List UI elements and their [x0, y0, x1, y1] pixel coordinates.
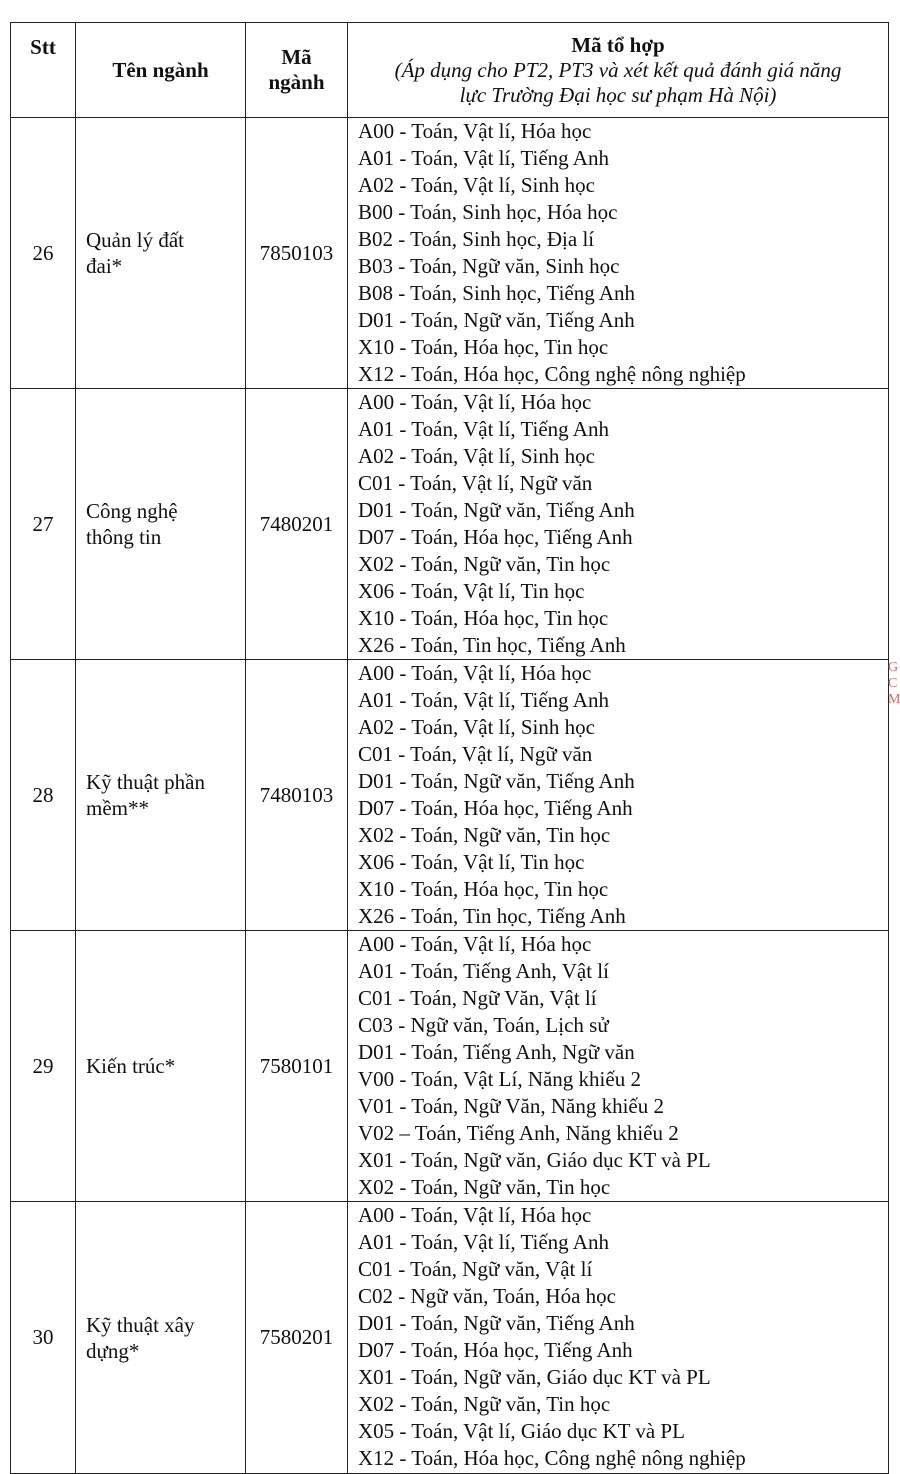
table-row — [11, 118, 889, 389]
major-name-name-line2: mềm** — [86, 796, 149, 820]
combination-item: B03 - Toán, Ngữ văn, Sinh học — [358, 254, 620, 278]
combination-item: X10 - Toán, Hóa học, Tin học — [358, 606, 609, 630]
combination-item: X01 - Toán, Ngữ văn, Giáo dục KT và PL — [358, 1148, 711, 1172]
row-combination-list — [348, 118, 889, 389]
combination-item: X10 - Toán, Hóa học, Tin học — [358, 877, 609, 901]
row-major-name — [76, 931, 246, 1202]
combination-item: X02 - Toán, Ngữ văn, Tin học — [358, 823, 611, 847]
combination-item: D01 - Toán, Ngữ văn, Tiếng Anh — [358, 308, 635, 332]
row-major-name — [76, 660, 246, 931]
combination-item: A00 - Toán, Vật lí, Hóa học — [358, 390, 592, 414]
combination-item: D07 - Toán, Hóa học, Tiếng Anh — [358, 1338, 633, 1362]
row-major-code: 7480201 — [246, 389, 348, 660]
row-combination-list — [348, 660, 889, 931]
header-stt — [11, 23, 76, 118]
combination-item: A01 - Toán, Vật lí, Tiếng Anh — [358, 1230, 609, 1254]
row-combination-list — [348, 389, 889, 660]
major-name-name-line1: Kỹ thuật xây — [86, 1312, 195, 1337]
combination-item: D07 - Toán, Hóa học, Tiếng Anh — [358, 796, 633, 820]
admission-combination-table — [10, 22, 889, 1474]
header-combo-note-line1: (Áp dụng cho PT2, PT3 và xét kết quả đánh giá năng — [394, 57, 842, 82]
major-name-name-line2: dựng* — [86, 1338, 140, 1363]
row-stt: 30 — [11, 1202, 76, 1474]
row-stt: 29 — [11, 931, 76, 1202]
combination-item: X05 - Toán, Vật lí, Giáo dục KT và PL — [358, 1419, 685, 1443]
combination-item: C03 - Ngữ văn, Toán, Lịch sử — [358, 1013, 609, 1037]
combination-item: X01 - Toán, Ngữ văn, Giáo dục KT và PL — [358, 1365, 711, 1389]
combination-item: A00 - Toán, Vật lí, Hóa học — [358, 661, 592, 685]
combination-item: V00 - Toán, Vật Lí, Năng khiếu 2 — [358, 1067, 641, 1091]
row-stt: 27 — [11, 389, 76, 660]
table-header-row — [11, 23, 889, 118]
combination-item: X06 - Toán, Vật lí, Tin học — [358, 579, 585, 603]
combination-item: X02 - Toán, Ngữ văn, Tin học — [358, 1392, 611, 1416]
header-code-line1: Mã — [281, 45, 312, 69]
major-name-name-line1: Kiến trúc* — [86, 1054, 176, 1078]
combination-item: X26 - Toán, Tin học, Tiếng Anh — [358, 904, 626, 928]
combination-item: B00 - Toán, Sinh học, Hóa học — [358, 200, 618, 224]
major-name-name-line2: đai* — [86, 254, 123, 278]
combination-item: D01 - Toán, Ngữ văn, Tiếng Anh — [358, 1311, 635, 1335]
major-name-name-line2: thông tin — [86, 525, 162, 549]
combination-item: V02 – Toán, Tiếng Anh, Năng khiếu 2 — [358, 1121, 679, 1145]
row-major-name — [76, 1202, 246, 1474]
row-stt: 28 — [11, 660, 76, 931]
combination-item: B08 - Toán, Sinh học, Tiếng Anh — [358, 281, 636, 305]
combination-item: A02 - Toán, Vật lí, Sinh học — [358, 444, 595, 468]
combination-item: C02 - Ngữ văn, Toán, Hóa học — [358, 1284, 616, 1308]
combination-item: A01 - Toán, Tiếng Anh, Vật lí — [358, 959, 609, 983]
header-combos — [348, 23, 889, 118]
combination-item: X26 - Toán, Tin học, Tiếng Anh — [358, 633, 626, 657]
combination-item: A00 - Toán, Vật lí, Hóa học — [358, 119, 592, 143]
row-major-name — [76, 389, 246, 660]
combination-item: C01 - Toán, Ngữ văn, Vật lí — [358, 1257, 593, 1281]
combination-item: C01 - Toán, Vật lí, Ngữ văn — [358, 742, 593, 766]
combination-item: C01 - Toán, Vật lí, Ngữ văn — [358, 471, 593, 495]
row-combination-list — [348, 1202, 889, 1474]
combination-item: C01 - Toán, Ngữ Văn, Vật lí — [358, 986, 597, 1010]
combination-item: V01 - Toán, Ngữ Văn, Năng khiếu 2 — [358, 1094, 665, 1118]
header-code-line2: ngành — [268, 70, 325, 94]
row-major-code: 7580101 — [246, 931, 348, 1202]
combination-item: A01 - Toán, Vật lí, Tiếng Anh — [358, 688, 609, 712]
combination-item: X06 - Toán, Vật lí, Tin học — [358, 850, 585, 874]
row-stt: 26 — [11, 118, 76, 389]
combination-item: X02 - Toán, Ngữ văn, Tin học — [358, 552, 611, 576]
combination-item: D07 - Toán, Hóa học, Tiếng Anh — [358, 525, 633, 549]
combination-item: D01 - Toán, Ngữ văn, Tiếng Anh — [358, 498, 635, 522]
row-major-code: 7480103 — [246, 660, 348, 931]
header-code — [246, 23, 348, 118]
combination-item: A02 - Toán, Vật lí, Sinh học — [358, 715, 595, 739]
major-name-name-line1: Công nghệ — [86, 499, 178, 523]
header-stt-label: Stt — [30, 35, 56, 59]
header-name — [76, 23, 246, 118]
row-major-name — [76, 118, 246, 389]
major-name-name-line1: Quản lý đất — [86, 228, 184, 252]
combination-item: A00 - Toán, Vật lí, Hóa học — [358, 932, 592, 956]
combination-item: D01 - Toán, Ngữ văn, Tiếng Anh — [358, 769, 635, 793]
row-combination-list — [348, 931, 889, 1202]
table-row — [11, 389, 889, 660]
row-major-code: 7850103 — [246, 118, 348, 389]
combination-item: D01 - Toán, Tiếng Anh, Ngữ văn — [358, 1040, 635, 1064]
row-major-code: 7580201 — [246, 1202, 348, 1474]
combination-item: X12 - Toán, Hóa học, Công nghệ nông nghiệp — [358, 362, 746, 386]
combination-item: A01 - Toán, Vật lí, Tiếng Anh — [358, 146, 609, 170]
combination-item: A00 - Toán, Vật lí, Hóa học — [358, 1203, 592, 1227]
combination-item: X12 - Toán, Hóa học, Công nghệ nông nghiệp — [358, 1446, 746, 1470]
table-row — [11, 660, 889, 931]
table-body — [11, 118, 889, 1474]
combination-item: A02 - Toán, Vật lí, Sinh học — [358, 173, 595, 197]
header-combo-title: Mã tổ hợp — [571, 32, 665, 57]
red-stamp-fragment: G C M — [888, 660, 900, 707]
combination-item: A01 - Toán, Vật lí, Tiếng Anh — [358, 417, 609, 441]
table-row — [11, 1202, 889, 1474]
combination-item: X02 - Toán, Ngữ văn, Tin học — [358, 1175, 611, 1199]
combination-item: X10 - Toán, Hóa học, Tin học — [358, 335, 609, 359]
major-name-name-line1: Kỹ thuật phần — [86, 770, 205, 794]
table-row — [11, 931, 889, 1202]
header-combo-note-line2: lực Trường Đại học sư phạm Hà Nội) — [459, 82, 777, 107]
combination-item: B02 - Toán, Sinh học, Địa lí — [358, 227, 595, 251]
header-name-label: Tên ngành — [112, 57, 209, 82]
